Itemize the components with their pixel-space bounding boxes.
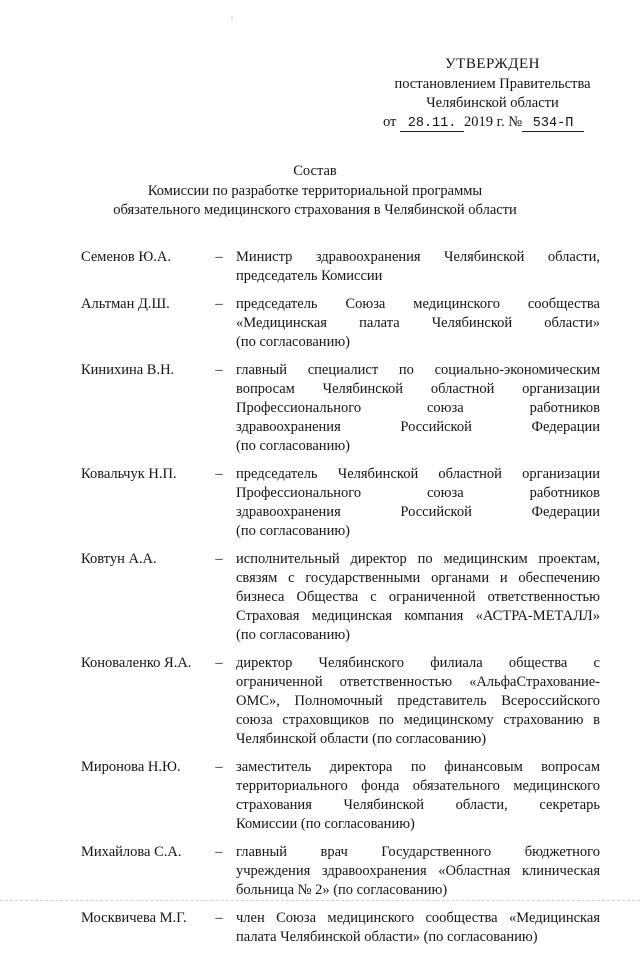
member-role-line: территориального фонда обязательного медицинского [236,778,600,794]
member-role-line: заместитель директора по финансовым вопросам [236,759,600,775]
member-role-line: (по согласованию) [236,627,350,643]
member-role-line: ограниченной ответственностью «АльфаСтрахование- [236,674,600,690]
member-row [81,550,601,645]
member-role-line: (по согласованию) [236,334,350,350]
title-line-3: обязательного медицинского страхования в Челябинской области [113,202,517,218]
member-name: Ковальчук Н.П. [81,466,177,482]
title-line-1: Состав [293,163,337,179]
member-dash: – [215,249,223,265]
member-row [81,248,601,286]
members-list [81,248,601,956]
member-role [236,550,600,645]
member-role-line: страхования Челябинской области, секретарь [236,797,600,813]
member-row [81,843,601,900]
member-role-line: Страховая медицинская компания «АСТРА-МЕТАЛЛ» [236,608,600,624]
member-role-line: ОМС», Полномочный представитель Всероссийского [236,693,600,709]
member-role-line: учреждения здравоохранения «Областная клиническая [236,863,600,879]
member-dash: – [215,844,223,860]
member-role-line: больница № 2» (по согласованию) [236,882,448,898]
member-row [81,654,601,749]
member-role-line: Челябинской области (по согласованию) [236,731,487,747]
approval-date: 28.11. [400,116,464,132]
approval-heading: УТВЕРЖДЕН [445,56,540,72]
approval-line-1: постановлением Правительства [394,76,591,92]
approval-line-2: Челябинской области [426,95,559,111]
member-role [236,248,600,286]
member-role-line: главный врач Государственного бюджетного [236,844,600,860]
member-name: Михайлова С.А. [81,844,182,860]
member-name: Миронова Н.Ю. [81,759,181,775]
member-row [81,361,601,456]
member-name: Москвичева М.Г. [81,910,187,926]
member-role-line: вопросам Челябинской областной организации [236,381,600,397]
member-dash: – [215,910,223,926]
member-role-line: исполнительный директор по медицинским проектам, [236,551,600,567]
member-role-line: союза страховщиков по медицинскому страхованию в [236,712,600,728]
member-dash: – [215,466,223,482]
member-row [81,758,601,834]
member-name: Семенов Ю.А. [81,249,172,265]
member-role-line: член Союза медицинского сообщества «Медицинская [236,910,600,926]
member-row [81,295,601,352]
member-role-line: палата Челябинской области» (по согласованию) [236,929,538,945]
member-role [236,295,600,352]
member-role [236,465,600,541]
approval-number: 534-П [522,116,584,132]
approval-stamp [380,55,605,132]
scan-edge [0,900,640,901]
member-dash: – [215,296,223,312]
member-name: Альтман Д.Ш. [81,296,170,312]
approval-prefix: от [383,114,397,130]
member-role [236,654,600,749]
member-role-line: здравоохранения Российской Федерации [236,419,600,435]
member-dash: – [215,362,223,378]
member-role [236,758,600,834]
approval-date-line [380,113,605,132]
member-dash: – [215,759,223,775]
member-role-line: председатель Комиссии [236,268,383,284]
member-name: Кинихина В.Н. [81,362,175,378]
member-role-line: Профессионального союза работников [236,400,600,416]
member-role-line: здравоохранения Российской Федерации [236,504,600,520]
member-role [236,843,600,900]
member-role-line: директор Челябинского филиала общества с [236,655,600,671]
member-name: Ковтун А.А. [81,551,157,567]
member-row [81,465,601,541]
approval-year: 2019 г. № [464,114,523,130]
member-role-line: связям с государственными органами и обеспечению [236,570,600,586]
member-role-line: Профессионального союза работников [236,485,600,501]
member-row [81,909,601,947]
member-role-line: председатель Союза медицинского сообщества [236,296,600,312]
member-name: Коноваленко Я.А. [81,655,192,671]
member-role [236,909,600,947]
member-dash: – [215,655,223,671]
member-dash: – [215,551,223,567]
member-role-line: Министр здравоохранения Челябинской области, [236,249,600,265]
member-role-line: главный специалист по социально-экономическим [236,362,600,378]
member-role [236,361,600,456]
title-line-2: Комиссии по разработке территориальной программы [147,182,483,199]
member-role-line: председатель Челябинской областной организации [236,466,600,482]
member-role-line: (по согласованию) [236,438,350,454]
scan-speck [231,17,233,18]
member-role-line: «Медицинская палата Челябинской области» [236,315,600,331]
member-role-line: бизнеса Общества с ограниченной ответственностью [236,589,600,605]
document-title [90,162,540,221]
member-role-line: Комиссии (по согласованию) [236,816,415,832]
member-role-line: (по согласованию) [236,523,350,539]
